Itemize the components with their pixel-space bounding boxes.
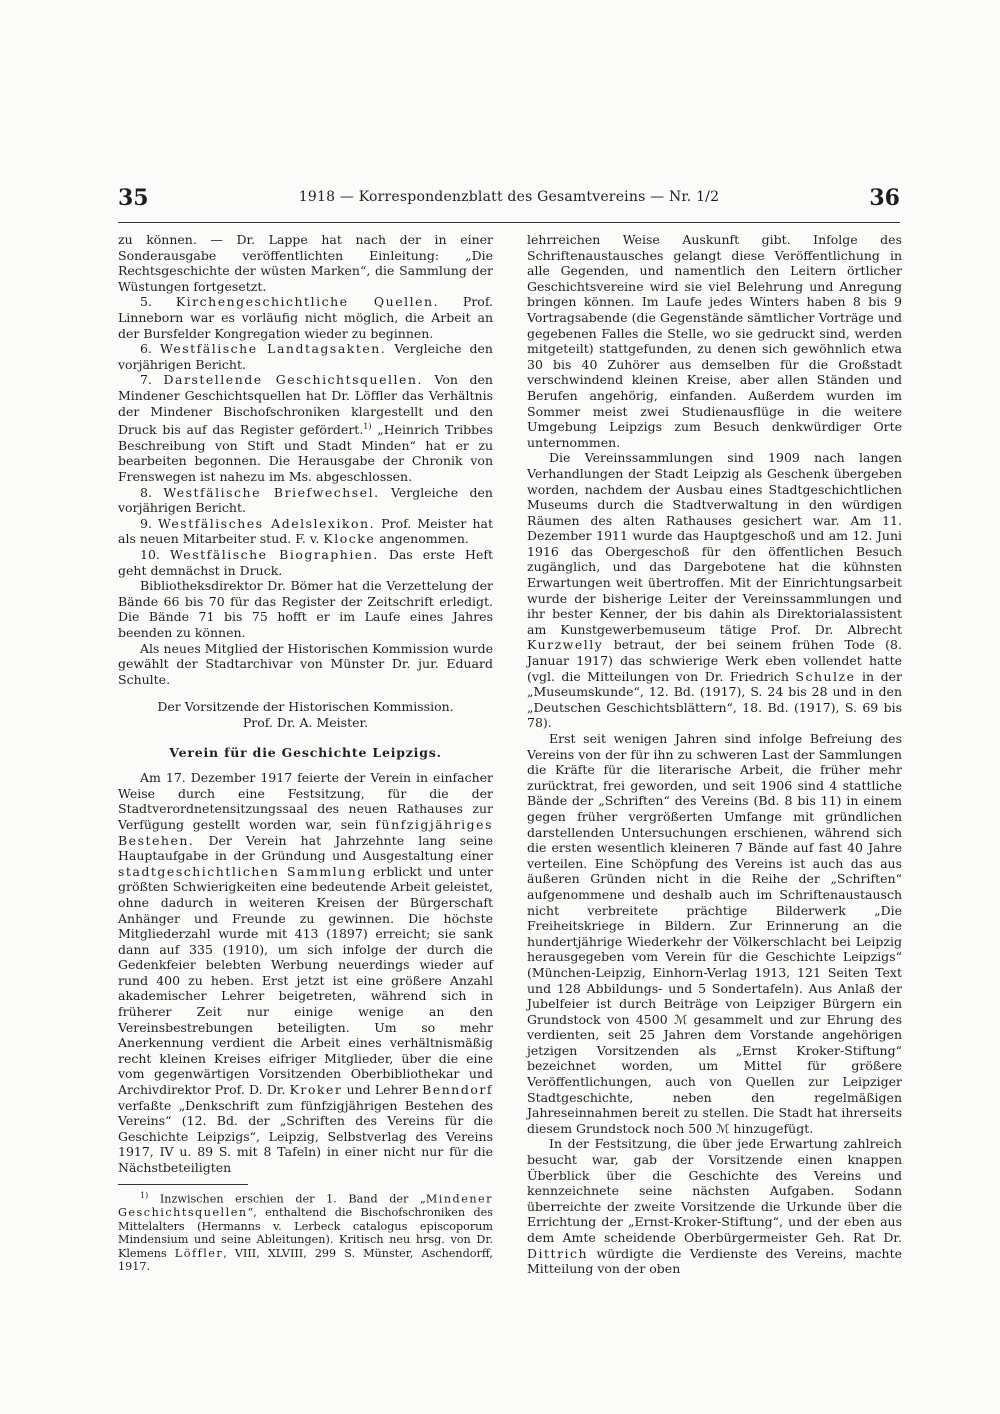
footnote-rule <box>118 1184 248 1185</box>
paragraph-text: Die Vereinssammlungen sind 1909 nach langen Verhandlungen der Stadt Leipzig als Geschenk übergeben worden, nachdem der Ausbau eines Stadtgeschichtlichen Museums durch die Stadtverwaltung in den würdigen Räumen des alten Rathauses gesichert war. Am 11. Dezember 1911 wurde das Hauptgeschoß und am 12. Juni 1916 das Obergeschoß für den öffentlichen Besuch zugänglich, und das Dargebotene hat die kühnsten Erwartungen weit übertroffen. Mit der Einrichtungsarbeit wurde der bisherige Leiter der Vereinssammlungen und ihr bester Kenner, der bis dahin als Direktorialassistent am Kunstgewerbemuseum tätige Prof. Dr. Albrecht <box>527 450 902 637</box>
item-title: Westfälisches Adelslexikon. <box>158 515 376 531</box>
paragraph-bibliothek: Bibliotheksdirektor Dr. Bömer hat die Verzettelung der Bände 66 bis 70 für das Register der Zeitschrift erledigt. Die Bände 71 bis 75 hofft er im Laufe eines Jahres beenden zu können. <box>118 578 493 640</box>
page-header <box>118 185 900 215</box>
person-name: Kurzwelly <box>527 637 604 653</box>
right-column <box>527 232 902 1277</box>
emphasis-text: fünfzigjähriges Bestehen. <box>118 816 493 848</box>
paragraph-text: betraut, der bei seinem frühen Tode (8. Januar 1917) das schwierige Werk eben vollendet hatte (vgl. die Mitteilungen von Dr. Friedrich <box>527 637 902 684</box>
item-title: Darstellende Geschichtsquellen. <box>163 372 423 388</box>
paragraph-text: Am 17. Dezember 1917 feierte der Verein in einfacher Weise durch eine Festsitzung, für die der Stadtverordnetensitzungssaal des neuen Rathauses zur Verfügung gestellt worden war, sein <box>118 770 493 832</box>
item-title: Kirchengeschichtliche Quellen. <box>175 294 440 310</box>
paragraph-text: würdigte die Verdienste des Vereins, machte Mitteilung von der oben <box>527 1245 902 1277</box>
paragraph-text: erblickt und unter größten Schwierigkeiten eine bedeutende Arbeit geleistet, ohne dadurch in weiteren Kreisen der Bürgerschaft Anhänger und Freunde zu gewinnen. Die höchste Mitgliederzahl wurde mit 413 (1897) erreicht; sie sank dann auf 335 (1910), um sich infolge der durch die Gedenkfeier belebten Werbung neuerdings wieder auf rund 400 zu heben. Erst jetzt ist eine größere Anzahl akademischer Lehrer beigetreten, während sich in früherer Zeit nur einige wenige an den Vereinsbestrebungen beteiligten. Um so mehr Anerkennung verdient die Arbeit eines verhältnismäßig recht kleinen Kreises eifriger Mitglieder, über die eine vom gegenwärtigen Vorsitzenden Oberbibliothekar und Archivdirektor Prof. D. Dr. <box>118 863 493 1098</box>
paragraph-intro: zu können. — Dr. Lappe hat nach der in einer Sonderausgabe veröffentlichten Einleitung: „Die Rechtsgeschichte der wüsten Marken“, die Sammlung der Wüstungen fortgesetzt. <box>118 232 493 294</box>
footnote-text: , VIII, XLVIII, 299 S. Münster, Aschendorff, 1917. <box>118 1246 493 1274</box>
person-name: Löffler <box>174 1246 224 1260</box>
item-9 <box>118 516 493 547</box>
footnote-reference: 1) <box>363 422 372 432</box>
footnote-text: Inzwischen erschien der 1. Band der „ <box>159 1192 426 1206</box>
item-10 <box>118 547 493 578</box>
item-text: Vergleiche den vorjährigen Bericht. <box>118 484 493 516</box>
item-number: 9. <box>140 515 152 531</box>
item-7 <box>118 372 493 484</box>
paragraph-festsitzung <box>527 1136 902 1276</box>
paragraph-text: Der Verein hat Jahrzehnte lang seine Hauptaufgabe in der Gründung und Ausgestaltung einer <box>118 832 493 864</box>
item-text: Das erste Heft geht demnächst in Druck. <box>118 547 494 578</box>
item-text: Prof. Meister hat als neuen Mitarbeiter stud. F. v. <box>118 515 493 547</box>
left-column <box>118 232 493 1274</box>
item-number: 8. <box>140 484 152 500</box>
emphasis-text: Mindener Geschichtsquellen <box>118 1192 494 1219</box>
item-5 <box>118 294 493 341</box>
page-number-right: 36 <box>869 185 900 211</box>
item-6 <box>118 341 493 372</box>
footnote-text: “, enthaltend die Bischofschroniken des Mittelalters (Hermanns v. Lerbeck catalogus episcoporum Mindensium und seine Ableitungen). Kritisch neu hrsg. von Dr. Klemens <box>118 1205 493 1260</box>
running-title: 1918 — Korrespondenzblatt des Gesamtvereins — Nr. 1/2 <box>298 189 720 205</box>
person-name: Dittrich <box>527 1245 589 1261</box>
signature-line: Der Vorsitzende der Historischen Kommission. <box>157 699 454 715</box>
signature-name: Prof. Dr. A. Meister. <box>242 714 369 730</box>
item-text: Prof. Linneborn war es vorläufig nicht möglich, die Arbeit an der Bursfelder Kongregation wieder zu beginnen. <box>118 294 493 341</box>
item-8 <box>118 485 493 516</box>
item-title: Westfälische Landtagsakten. <box>160 341 387 357</box>
person-name: Schulze <box>795 668 856 684</box>
person-name: Kroker <box>289 1082 343 1098</box>
item-number: 5. <box>140 294 152 310</box>
item-text: „Heinrich Tribbes Beschreibung von Stift und Stadt Minden“ hat er zu bearbeiten begonnen. Die Herausgabe der Chronik von Frenswegen ist nahezu im Ms. abgeschlossen. <box>118 422 493 485</box>
page-number-left: 35 <box>118 185 149 211</box>
paragraph-literarische-arbeit: Erst seit wenigen Jahren sind infolge Befreiung des Vereins von der für ihn zu schweren Last der Sammlungen die Kräfte für die literarische Arbeit, die früher mehr zurücktrat, frei geworden, und seit 1906 sind 4 stattliche Bände der „Schriften“ des Vereins (Bd. 8 bis 11) in einem gegen früher vergrößerten Umfange mit gründlichen darstellenden Untersuchungen erschienen, während sich die ersten wesentlich kleineren 7 Bände auf fast 40 Jahre verteilen. Eine Schöpfung des Vereins ist auch das aus äußeren Gründen nicht in die Reihe der „Schriften“ aufgenommene und deshalb auch im Schriftenaustausch nicht verbreitete prächtige Bilderwerk „Die Freiheitskriege in Bildern. Zur Erinnerung an die hundertjährige Wiederkehr der Völkerschlacht bei Leipzig herausgegeben vom Verein für die Geschichte Leipzigs“ (München-Leipzig, Einhorn-Verlag 1913, 121 Seiten Text und 128 Abbildungs- und 5 Sondertafeln). Aus Anlaß der Jubelfeier ist durch Beiträge von Leipziger Bürgern ein Grundstock von 4500 ℳ gesammelt und zur Ehrung des verdienten, seit 25 Jahren dem Vorstande angehörigen jetzigen Vorsitzenden als „Ernst Kroker-Stiftung“ bezeichnet worden, um Mittel für größere Veröffentlichungen, auch von Quellen zur Leipziger Stadtgeschichte, neben den regelmäßigen Jahreseinnahmen bereit zu stellen. Die Stadt hat ihrerseits diesem Grundstock noch 500 ℳ hinzugefügt. <box>527 731 902 1136</box>
paragraph-text: in der „Museumskunde“, 12. Bd. (1917), S. 24 bis 28 und in den „Deutschen Geschichtsblättern“, 18. Bd. (1917), S. 69 bis 78). <box>527 668 902 731</box>
footnote <box>118 1189 493 1274</box>
paragraph-continuation: lehrreichen Weise Auskunft gibt. Infolge des Schriftenaustausches gelangt diese Veröffentlichung in alle Gegenden, und namentlich den Leitern örtlicher Geschichtsvereine wird sie viel Belehrung und Anregung bringen können. Im Laufe jedes Winters haben 8 bis 9 Vortragsabende (die Gegenstände sämtlicher Vorträge und gegebenen Falles die Stelle, wo sie gedruckt sind, werden mitgeteilt) stattgefunden, zu denen sich gewöhnlich etwa 30 bis 40 Zuhörer aus demselben für die Großstadt verschwindend kleinen Kreise, aber allen Ständen und Berufen angehörig, einfanden. Außerdem wurden im Sommer meist zwei Studienausflüge in die weitere Umgebung Leipzigs zum Besuch denkwürdiger Orte unternommen. <box>527 232 902 450</box>
paragraph-text: verfaßte „Denkschrift zum fünfzigjährigen Bestehen des Vereins“ (12. Bd. der „Schriften des Vereins für die Geschichte Leipzigs“, Leipzig, Selbstverlag des Vereins 1917, IV u. 89 S. mit 8 Tafeln) in einer nicht nur für die Nächstbeteiligten <box>118 1097 493 1175</box>
paragraph-mitglied: Als neues Mitglied der Historischen Kommission wurde gewählt der Stadtarchivar von Münster Dr. jur. Eduard Schulte. <box>118 640 493 687</box>
header-rule <box>118 222 900 223</box>
person-name: Klocke <box>323 531 376 547</box>
person-name: Benndorf <box>422 1082 493 1098</box>
item-title: Westfälische Biographien. <box>169 547 379 563</box>
item-text: Von den Mindener Geschichtsquellen hat Dr. Löffler das Verhältnis der Mindener Bischofschroniken klargestellt und den Druck bis auf das Register gefördert. <box>118 372 493 438</box>
item-text: Vergleiche den vorjährigen Bericht. <box>118 341 493 372</box>
footnote-mark: 1) <box>140 1190 149 1200</box>
item-number: 6. <box>140 341 152 357</box>
section-heading: Verein für die Geschichte Leipzigs. <box>169 744 442 760</box>
item-number: 7. <box>140 372 152 388</box>
paragraph-leipzig <box>118 770 493 1175</box>
paragraph-text: und Lehrer <box>346 1082 418 1098</box>
paragraph-text: In der Festsitzung, die über jede Erwartung zahlreich besucht war, gab der Vorsitzende einen knappen Überblick über die Geschichte des Vereins und kennzeichnete seine nächsten Aufgaben. Sodann überreichte der zweite Vorsitzende die Urkunde über die Errichtung der „Ernst-Kroker-Stiftung“, und der eben aus dem Amte scheidende Oberbürgermeister Geh. Rat Dr. <box>527 1136 902 1245</box>
item-text: angenommen. <box>379 531 469 547</box>
item-title: Westfälische Briefwechsel. <box>163 484 380 500</box>
paragraph-sammlungen <box>527 450 902 731</box>
item-number: 10. <box>140 547 160 563</box>
emphasis-text: stadtgeschichtlichen Sammlung <box>118 863 367 879</box>
